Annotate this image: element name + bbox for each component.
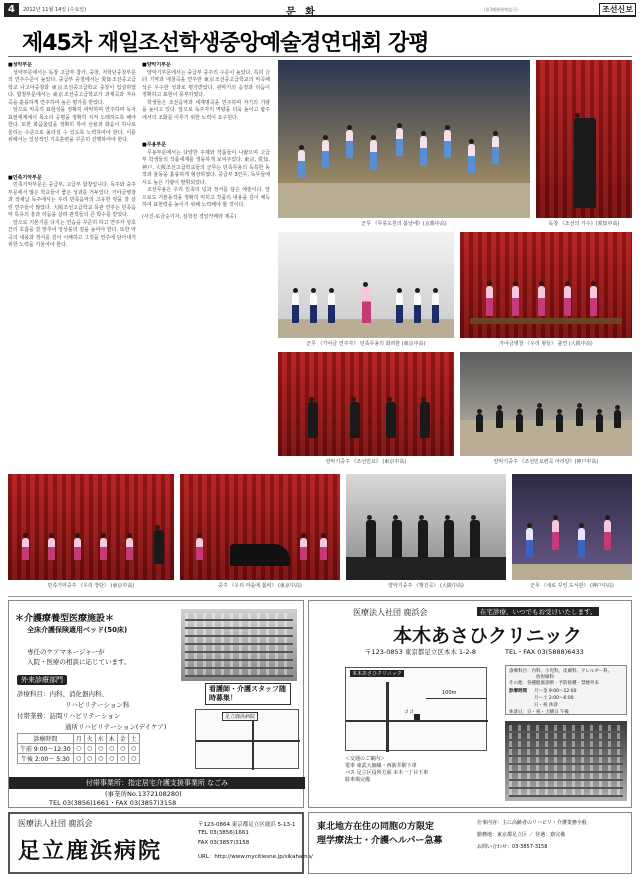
menu-text: 放射線科 — [536, 675, 554, 680]
paragraph: 성악부문에서는 독창 고급부 참가, 중창, 저학년중창부문의 연주수준이 높았다. 중급부 중창에서는 愛知조선중고급학교 나고야중창과 東京조선중고급학교 중창이 입상하였다. 합창부문에서는 東京조선중고급학교가 과제곡과 자유곡을 훌륭하게 연주하여 높은 평가를 받았다. — [8, 69, 136, 106]
paragraph: 민족기악부문은 중급부, 고급부 합창입니다. 독주와 중주부문에서 많은 학교들이 좋은 성과를 거두었다. 가야금병창과 장새납 독주에서는 우리 민족음악의 고유한 멋을 잘 살린 연주들이 많았다. 大阪조선고급학교 목관 연주는 민족음악 특유의 흥과 리듬을 살려 관객들의 큰 박수를 받았다. — [8, 182, 136, 218]
schedule-table: 診療時間 月 火 水 木 金 土 午前 9:00〜12:30 ○ ○ ○ ○ ○ ○ 午後 2:00〜 5:30 ○ ○ ○ ○ ○ ○ — [17, 733, 140, 764]
menu-text: その他：各種健康診断・予防接種・禁煙外来 — [509, 681, 599, 686]
ad-title: ＊介護療養型医療施設＊ — [15, 614, 115, 624]
schedule-header: 診療時間 — [18, 734, 74, 744]
recruit-detail: お問い合わせ：03-3857-3158 — [477, 844, 548, 850]
recruit-line2: 理学療法士・介護ヘルパー急募 — [317, 836, 443, 846]
affiliate-bar: 付帯事業所：指定居宅介護支援事業所 なごみ — [9, 777, 305, 789]
section-title: 문 화 — [286, 7, 318, 18]
clinic-building-photo — [505, 721, 627, 801]
hospital-fax: FAX 03(3857)3158 — [198, 840, 250, 846]
hours-row: 日・祝 休診 — [534, 703, 558, 708]
paragraph: 무용부문에서는 다양한 주제와 작품들이 나왔으며 고급부 학생들의 작품세계를 생동하게 보여주었다. 東京, 愛知, 神戸, 大阪조선고급학교들의 군무는 민족무용의 독특한 동작과 율동을 훌륭하게 형상하였다. 중급부 3인무, 독무들에서도 높은 기량이 발휘되었다. — [142, 149, 270, 186]
clinic-map — [345, 667, 487, 751]
clinic-catch: 在宅診療、いつでもお受けいたします。 — [477, 607, 599, 616]
map-scale: 100m — [442, 690, 457, 696]
hospital-ad — [8, 600, 304, 808]
outpatient-label: 外来診療部門 — [17, 675, 67, 685]
subheading-vocal: ■성악부문 — [8, 62, 33, 68]
photo-caption: 가야금병창 《우리 형들》 출연 (大阪中高) — [499, 341, 593, 347]
photo-folk-ensemble — [8, 474, 174, 580]
photo-caption: 군무 《가야금 연주자》 민족무용의 화려한 (東京中高) — [306, 341, 426, 347]
photo-dance-white — [278, 232, 454, 338]
map-label: 本木あさひクリニック — [352, 671, 402, 677]
clinic-name: 本木あさひクリニック — [393, 625, 582, 647]
hospital-url[interactable]: URL：http://www.mycitiesne.jp/sikahama/ — [198, 854, 313, 860]
hospital-ad-footer — [8, 812, 313, 874]
photo-caption: 양악기중주 《조선민요》 (東京中高) — [325, 459, 407, 465]
ad-text: 入院・医療の相談に応じています。 — [27, 658, 131, 666]
map-here: ココ — [404, 709, 415, 715]
photo-piano-ensemble — [180, 474, 340, 580]
photo-caption: 독창 《조선의 가수》(愛知中高) — [548, 221, 620, 227]
postal-info: (第3種郵便物認可) — [484, 7, 518, 12]
paragraph: 조선무용은 우리 민족의 넋과 정서를 담은 예술이다. 앞으로도 기본동작을 정확히 익히고 작품의 내용을 깊이 체득하여 표현력을 높이기 위해 노력해야 할 것이다. — [142, 187, 270, 208]
hospital-map — [195, 709, 299, 769]
subheading-western-instrument: ■양악기부문 — [142, 62, 171, 68]
paragraph: 학생들은 조선음악과 세계명곡을 연주하며 자기의 기량을 높이고 있다. 앞으로 독주자의 역량을 더욱 높이고 합주에서의 조화를 이루기 위한 노력이 요구된다. — [142, 99, 270, 121]
photo-library-dance — [512, 474, 632, 580]
access-text: 駐車場完備 — [345, 777, 371, 783]
photo-credit: (사진-로금순기자, 심학전 경일카메라 제공) — [142, 213, 237, 220]
photo-caption: 민족기악중주 《우리 장단》 (東京中高) — [47, 583, 135, 589]
photo-caption: 양악기중주 《행진곡》 (大阪中高) — [388, 583, 464, 589]
photo-dance-group — [278, 60, 530, 218]
issue-date: 2012년 11월 14일 (수요일) — [22, 6, 87, 13]
hours-row: 月〜土 2:00〜6:00 — [534, 696, 574, 701]
hospital-tel: TEL 03(3856)1661 — [198, 830, 249, 836]
ad-text: リハビリテーション科 — [65, 701, 130, 709]
ad-text: 付帯業務：訪問リハビリテーション — [17, 712, 121, 720]
office-number: (事業所No.1372108280) — [105, 790, 182, 798]
recruit-ad — [308, 812, 632, 874]
recruit-detail: 勤務地：東京都足立区 ／ 待遇：寮完備 — [477, 832, 566, 838]
access-text: バス 足立区役所方面 本木一丁目下車 — [345, 770, 429, 776]
divider — [8, 596, 632, 597]
paragraph: 앞으로 기본기를 다지는 연습을 꾸준히 하고 연주자 상호간의 호흡을 잘 맞추어 앙상블의 질을 높여야 한다. 또한 악곡의 내용과 정서를 깊이 이해하고 그것을 연주에 담아내기 위한 노력을 기울여야 한다. — [8, 219, 136, 248]
headline: 제45차 재일조선학생중앙예술경연대회 강평 — [22, 31, 429, 56]
recruit-detail: 仕事内容：主に高齢者のリハビリ・介護業務全般 — [477, 820, 587, 826]
ad-text: 専任のケアマネージャーが — [27, 648, 105, 656]
photo-orchestra — [460, 352, 632, 456]
hours-label: 診療時間 — [509, 689, 527, 694]
clinic-address: 〒123-0853 東京都足立区本木 1-2-8 — [365, 648, 477, 656]
map-label: 足立鹿浜病院 — [222, 712, 258, 721]
photo-march-ensemble — [346, 474, 506, 580]
photo-singer — [536, 60, 632, 218]
divider — [8, 56, 632, 57]
ad-text: 診療科目：内科、消化器内科、 — [17, 690, 108, 698]
photo-caption: 양악기중주 《조선민요련곡 아리랑》(神戸中高) — [493, 459, 599, 465]
subheading-dance: ■무용부문 — [142, 142, 167, 148]
ad-text: 通所リハビリテーション(デイケア) — [65, 723, 167, 731]
menu-text: 診療科目：内科、小児科、皮膚科、アレルギー科、 — [509, 669, 613, 674]
clinic-tel: TEL・FAX 03(5888)6433 — [505, 648, 584, 656]
ad-subtitle: 全床介護保険適用ベッド(50床) — [27, 626, 128, 634]
contact-tel: TEL 03(3856)1661・FAX 03(3857)3158 — [49, 799, 177, 807]
hours-row: 月〜金 9:00〜12:00 — [534, 689, 577, 694]
subheading-folk-instrument: ■민족기악부문 — [8, 174, 42, 181]
hospital-building-photo — [181, 609, 297, 681]
access-text: 電車 東武大師線・西新井駅下車 — [345, 763, 417, 769]
paragraph: 앞으로 악곡의 표현성을 정확히 파악하며 연주하며 독자 표현세계에서 목소리 공명을 정확히 지켜 노래하도록 해야 한다. 또한 화음울림을 정확히 하여 선율과 화음이 하나로 울리는 수준으로 올라설 수 있도록 노력하여야 한다. 이를 위해서는 일상적인 기초훈련을 꾸준히 진행하여야 한다. — [8, 107, 136, 143]
page-number: 4 — [4, 3, 19, 16]
recruit-line1: 東北地方在住の同胞の方限定 — [317, 822, 435, 832]
clinic-org: 医療法人社団 鹿浜会 — [353, 608, 428, 617]
photo-gayageum-ensemble — [460, 232, 632, 338]
holiday-text: 休診日：日・祝・土曜日 午後 — [509, 710, 569, 715]
photo-instrument-ensemble — [278, 352, 454, 456]
hospital-name: 足立鹿浜病院 — [18, 839, 163, 864]
paragraph: 양악기부문에서는 중급부 중주의 수준이 높았다. 특히 合同 기악과 애창곡을 연주한 東京조선중고급학교의 악곡해석은 우수한 성과로 평가받았다. 관악기의 음정과 리듬이 정확하고 표현이 풍부하였다. — [142, 69, 270, 98]
newspaper-logo: 조선신보 — [599, 3, 636, 16]
hospital-address: 〒123-0864 東京都足立区鹿浜 5-13-1 — [198, 822, 296, 828]
clinic-ad — [308, 600, 632, 808]
photo-caption: 중주 《우리 마을에 봄비》 (東京中高) — [218, 583, 302, 589]
recruit-banner: 看護師・介護スタッフ随時募集！ — [205, 683, 291, 705]
page-header — [4, 3, 636, 17]
photo-caption: 군무 《새로 꾸린 도서관》 (神戸中高) — [530, 583, 614, 589]
access-heading: ＜交通のご案内＞ — [345, 756, 386, 762]
hospital-org: 医療法人社団 鹿浜会 — [18, 819, 93, 828]
clinic-info-box — [505, 665, 627, 715]
photo-caption: 군무 《무릉도원의 봄날에》(京都中高) — [361, 221, 447, 227]
